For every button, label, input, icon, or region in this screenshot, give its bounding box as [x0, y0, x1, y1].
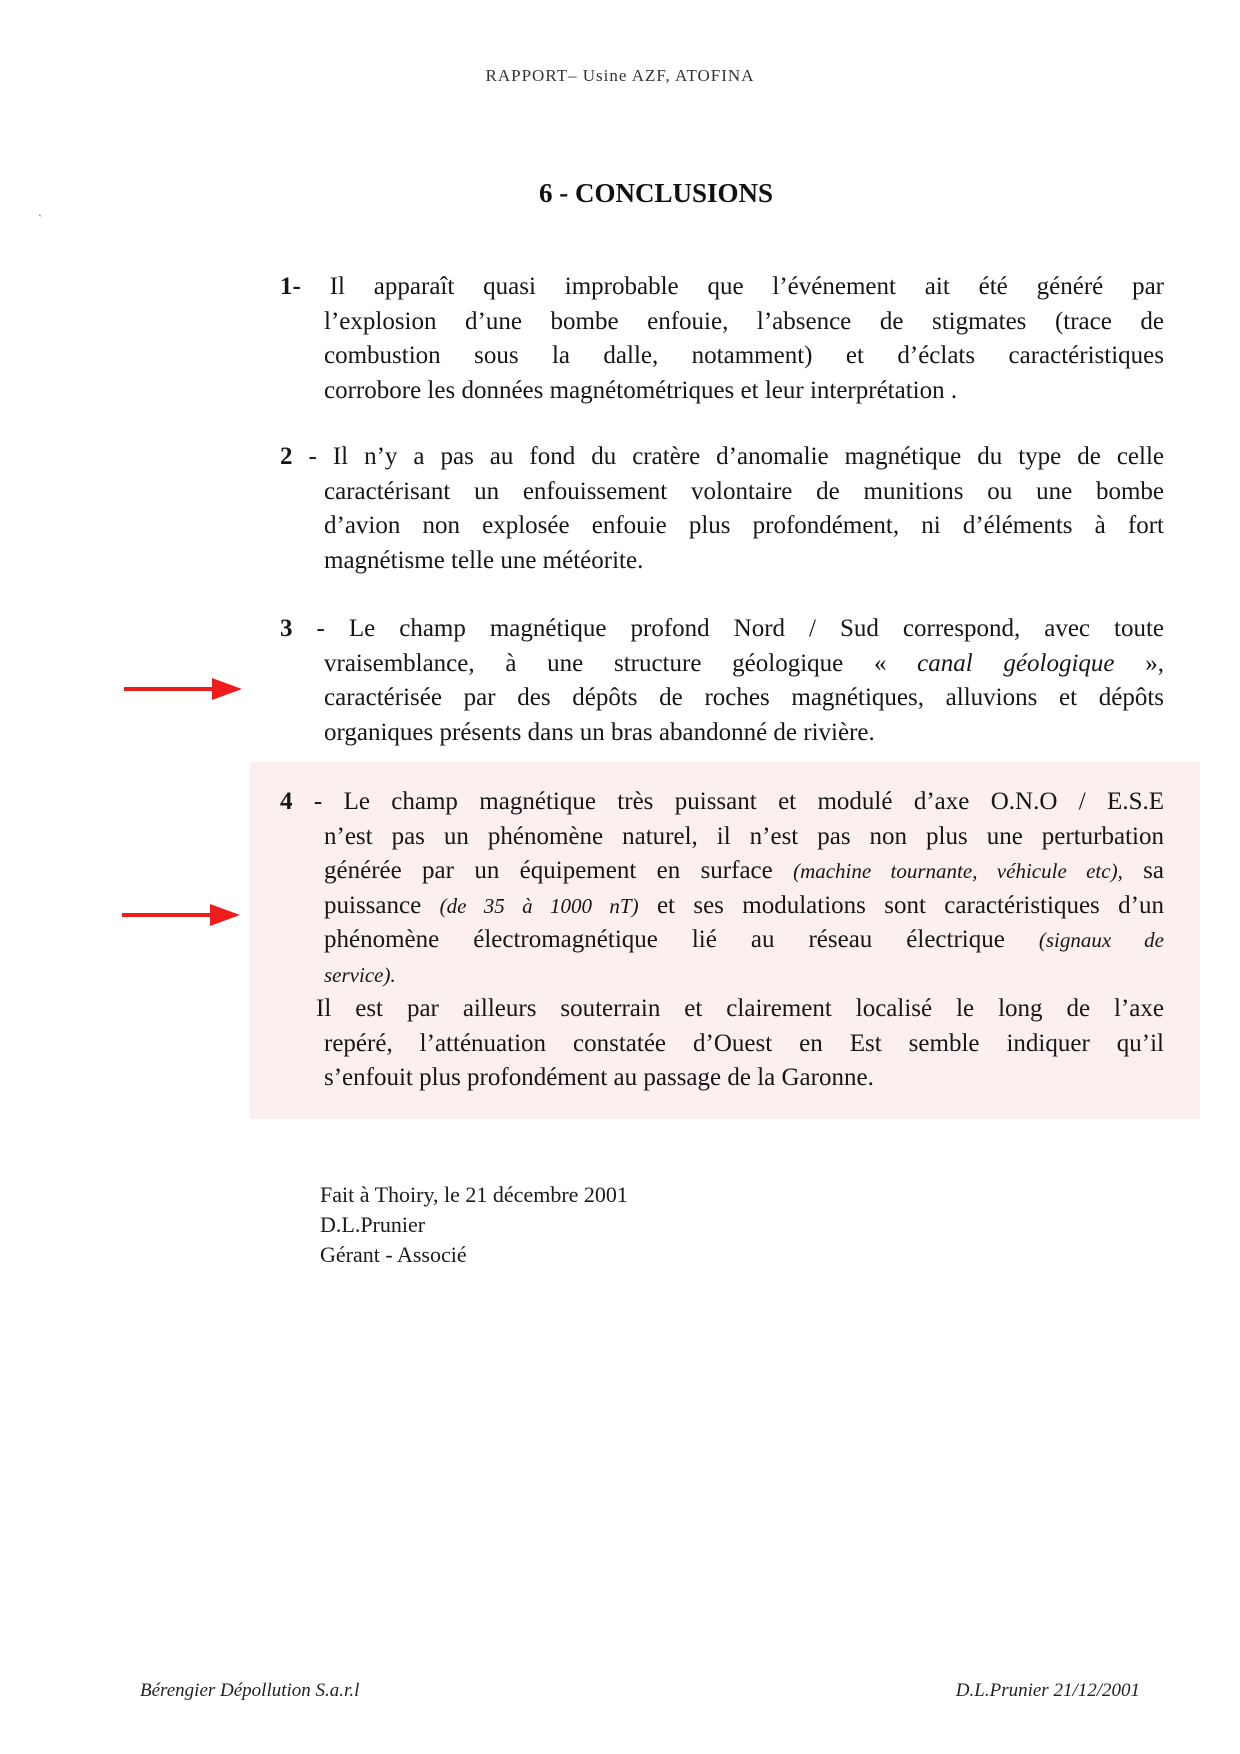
item-line [280, 612, 1164, 647]
signature-place-date: Fait à Thoiry, le 21 décembre 2001 [320, 1182, 628, 1207]
item-text: Il apparaît quasi improbable que l’événement ait été généré par [329, 273, 1165, 300]
item-number: 1- [280, 273, 301, 300]
item-text: puissance [324, 891, 422, 919]
item-text: », [1145, 649, 1164, 677]
italic-note: (machine tournante, véhicule etc), [793, 859, 1123, 883]
item-text: et ses modulations sont caractéristiques d’un [656, 891, 1164, 919]
item-line: l’explosion d’une bombe enfouie, l’absence de stigmates (trace de [324, 307, 1164, 335]
item-line: d’avion non explosée enfouie plus profondément, ni d’éléments à fort [324, 512, 1164, 539]
conclusion-item-2 [280, 440, 1164, 578]
italic-note: service). [324, 962, 396, 987]
red-arrow-icon [124, 687, 214, 691]
page-header: RAPPORT– Usine AZF, ATOFINA [485, 66, 755, 85]
item-line: s’enfouit plus profondément au passage de la Garonne. [324, 1064, 874, 1091]
item-text: phénomène électromagnétique lié au réseau électrique [324, 926, 1005, 953]
signature-role: Gérant - Associé [320, 1242, 467, 1267]
item-text: sa [1143, 857, 1164, 884]
item-text: générée par un équipement en surface [324, 857, 773, 884]
item-line [280, 440, 1164, 475]
item-line: organiques présents dans un bras abandonné de rivière. [324, 718, 875, 746]
item-line [280, 854, 1164, 889]
item-number: 4 [280, 788, 293, 815]
red-arrow-icon [122, 913, 212, 917]
conclusion-item-1 [280, 270, 1164, 408]
item-line: combustion sous la dalle, notamment) et d’éclats caractéristiques [324, 342, 1164, 369]
footer-company: Bérengier Dépollution S.a.r.l [140, 1680, 360, 1701]
section-title: 6 - CONCLUSIONS [538, 178, 774, 208]
item-number: 2 [280, 443, 293, 470]
italic-term: canal géologique [917, 649, 1115, 677]
item-line: corrobore les données magnétométriques et leur interprétation . [324, 376, 958, 404]
item-line: magnétisme telle une météorite. [324, 546, 644, 574]
signature-name: D.L.Prunier [320, 1212, 426, 1237]
footer-author-date: D.L.Prunier 21/12/2001 [955, 1680, 1140, 1701]
item-line [280, 785, 1164, 820]
item-line: n’est pas un phénomène naturel, il n’est pas non plus une perturbation [324, 822, 1164, 850]
item-text: - Le champ magnétique profond Nord / Sud correspond, avec toute [316, 615, 1165, 642]
item-line [280, 647, 1164, 682]
item-number: 3 [280, 615, 293, 642]
item-line: Il est par ailleurs souterrain et clairement localisé le long de l’axe [316, 995, 1164, 1022]
item-text: - Le champ magnétique très puissant et modulé d’axe O.N.O / E.S.E [313, 788, 1164, 815]
item-line [280, 958, 1164, 993]
conclusion-item-3 [280, 612, 1164, 750]
signature-block [320, 1180, 628, 1270]
scan-mark: ` [38, 212, 42, 226]
item-line: repéré, l’atténuation constatée d’Ouest en Est semble indiquer qu’il [324, 1029, 1164, 1057]
conclusion-item-4 [280, 785, 1164, 1096]
item-line [280, 270, 1164, 305]
item-line [280, 923, 1164, 958]
item-line: caractérisée par des dépôts de roches magnétiques, alluvions et dépôts [324, 684, 1164, 711]
item-text: vraisemblance, à une structure géologique « [324, 649, 887, 677]
item-line: caractérisant un enfouissement volontaire de munitions ou une bombe [324, 477, 1164, 505]
italic-note: (signaux de [1038, 928, 1164, 952]
italic-note: (de 35 à 1000 nT) [439, 893, 639, 918]
item-text: - Il n’y a pas au fond du cratère d’anomalie magnétique du type de celle [308, 443, 1165, 470]
item-line [280, 889, 1164, 924]
